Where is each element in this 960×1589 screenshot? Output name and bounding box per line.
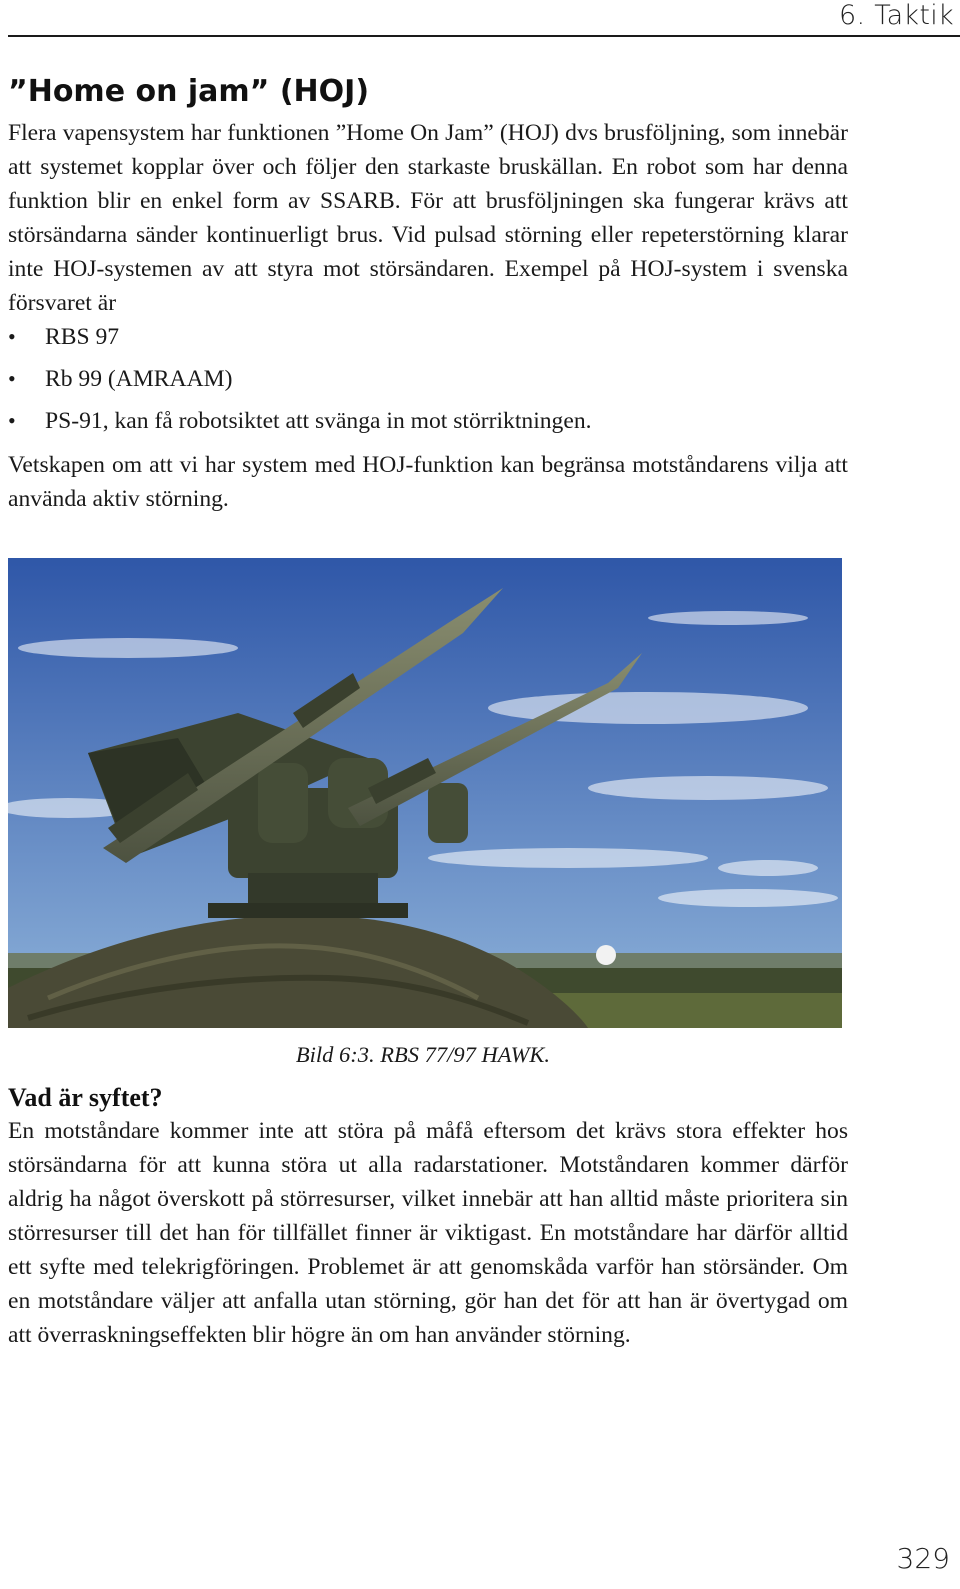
hoj-paragraph-2: Vetskapen om att vi har system med HOJ-funktion kan begränsa motståndarens vilja att använda aktiv störning.: [8, 452, 848, 512]
list-item-text: Rb 99 (AMRAAM): [45, 366, 233, 392]
figure-caption: Bild 6:3. RBS 77/97 HAWK.: [295, 1042, 551, 1067]
list-item-text: RBS 97: [45, 324, 120, 350]
list-item: [8, 404, 848, 438]
chapter-header: 6. Taktik: [839, 0, 954, 31]
hoj-paragraph-1: Flera vapensystem har funktionen ”Home On Jam” (HOJ) dvs brusföljning, som innebär att systemet kopplar över och följer den starkaste bruskällan. En robot som har denna funktion blir en enkel form av SSARB. För att brusföljningen ska fungerar krävs att störsändarna sänder kontinuerligt brus. Vid pulsad störning eller repeterstörning klarar inte HOJ-systemen av att styra mot störsändaren. Exempel på HOJ-system i svenska försvaret är: [8, 120, 848, 316]
page-number: 329: [896, 1542, 950, 1575]
list-item: [8, 362, 848, 396]
page-content: [8, 72, 848, 1352]
bullet-icon: •: [8, 324, 16, 349]
list-item: [8, 320, 848, 354]
purpose-paragraph: En motståndare kommer inte att störa på måfå eftersom det krävs stora effekter hos störsändarna för att kunna störa ut alla radarstationer. Motståndaren kommer därför aldrig ha något överskott på störresurser, vilket innebär att han alltid måste prioritera sin störresurser till det han för tillfället finner är viktigast. En motståndare har därför alltid ett syfte med telekrigföringen. Problemet är att genomskåda varför han störsänder. Om en motståndare väljer att anfalla utan störning, gör han det för att han är övertygad om att överraskningseffekten blir högre än om han använder störning.: [8, 1118, 848, 1348]
globe-arena: [596, 945, 616, 965]
section-heading-purpose: Vad är syftet?: [8, 1083, 163, 1112]
bullet-icon: •: [8, 408, 16, 433]
list-item-text: PS-91, kan få robotsiktet att svänga in mot störriktningen.: [45, 408, 592, 434]
header-rule: [8, 35, 960, 37]
hawk-launcher-photo: [8, 558, 842, 1028]
section-heading-hoj: ”Home on jam” (HOJ): [8, 74, 370, 109]
bullet-icon: •: [8, 366, 16, 391]
hoj-systems-list: [8, 320, 848, 438]
